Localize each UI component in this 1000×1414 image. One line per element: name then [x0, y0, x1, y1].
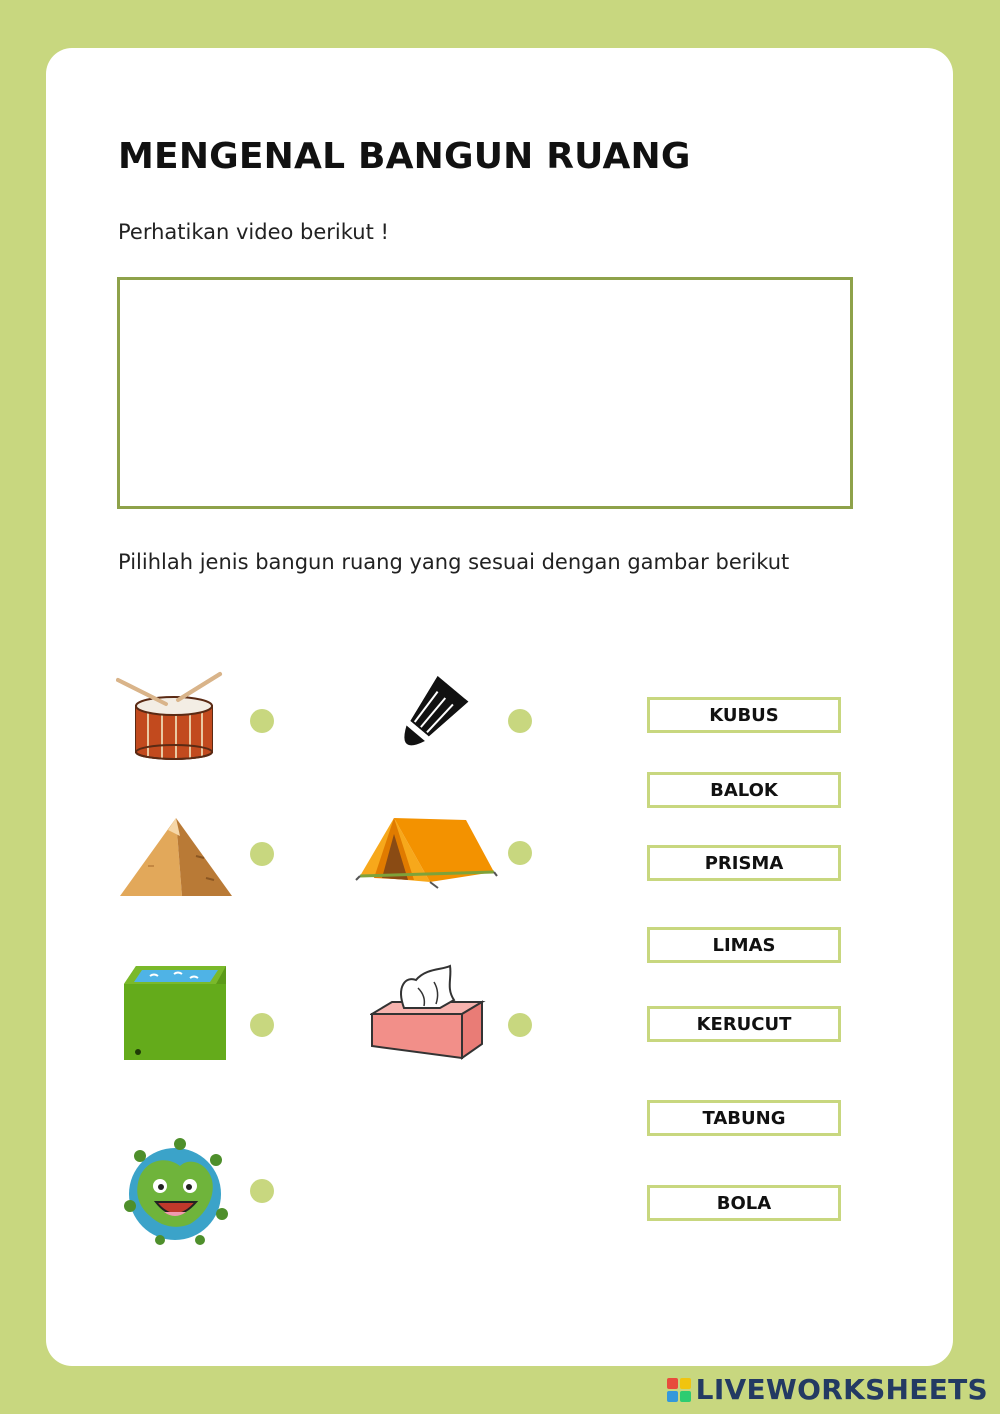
option-limas[interactable]: LIMAS — [647, 927, 841, 963]
option-balok[interactable]: BALOK — [647, 772, 841, 808]
answer-dot-pyramid[interactable] — [250, 842, 274, 866]
option-kerucut[interactable]: KERUCUT — [647, 1006, 841, 1042]
answer-dot-tissue-box[interactable] — [508, 1013, 532, 1037]
option-bola[interactable]: BOLA — [647, 1185, 841, 1221]
liveworksheets-logo — [667, 1373, 988, 1406]
pool-box-icon — [120, 964, 230, 1064]
answer-dot-earth[interactable] — [250, 1179, 274, 1203]
shuttlecock-icon — [378, 675, 474, 767]
option-tabung[interactable]: TABUNG — [647, 1100, 841, 1136]
answer-dot-drum[interactable] — [250, 709, 274, 733]
logo-blocks-icon — [667, 1378, 691, 1402]
video-frame[interactable] — [117, 277, 853, 509]
page-title: MENGENAL BANGUN RUANG — [118, 136, 691, 177]
answer-dot-pool[interactable] — [250, 1013, 274, 1037]
pyramid-icon — [118, 816, 234, 898]
earth-globe-icon — [120, 1136, 230, 1246]
answer-dot-tent[interactable] — [508, 841, 532, 865]
drum-icon — [116, 670, 224, 762]
option-prisma[interactable]: PRISMA — [647, 845, 841, 881]
video-instruction: Perhatikan video berikut ! — [118, 220, 389, 244]
match-instruction: Pilihlah jenis bangun ruang yang sesuai dengan gambar berikut — [118, 550, 790, 574]
brand-text: LIVEWORKSHEETS — [695, 1373, 988, 1406]
answer-dot-shuttlecock[interactable] — [508, 709, 532, 733]
tent-icon — [354, 814, 498, 892]
option-kubus[interactable]: KUBUS — [647, 697, 841, 733]
tissue-box-icon — [370, 964, 486, 1064]
